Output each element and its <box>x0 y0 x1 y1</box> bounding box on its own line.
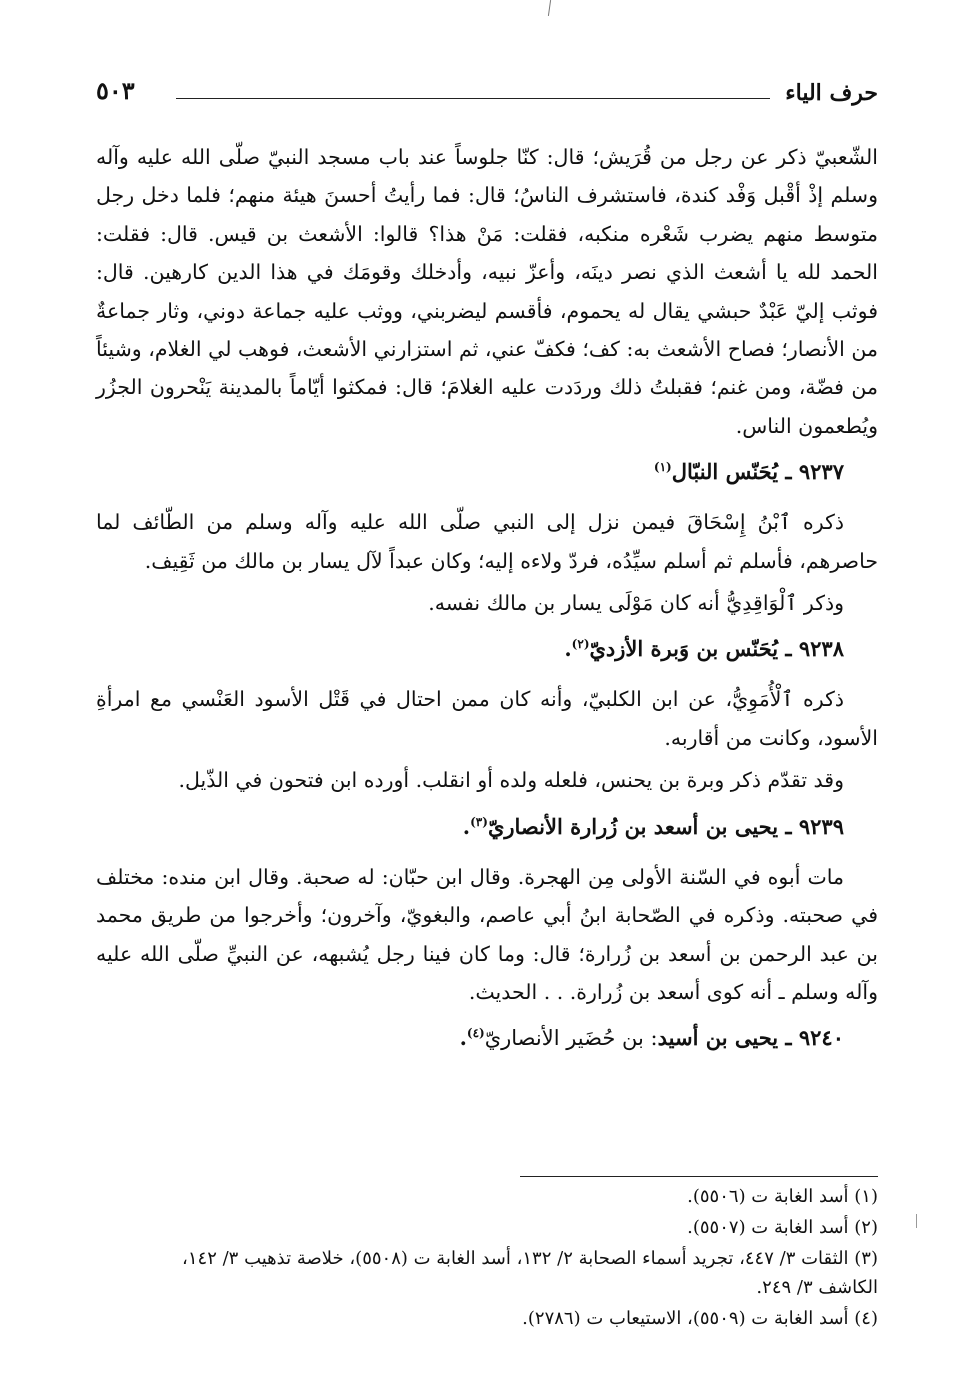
running-head <box>96 72 878 112</box>
entry-period: . <box>462 813 471 839</box>
entry-dash: ـ <box>778 459 792 485</box>
footnote-1: (١) أسد الغابة ت (٥٥٠٦). <box>687 1186 878 1207</box>
entry-number: ٩٢٣٩ <box>798 813 844 839</box>
book-page <box>96 72 878 1362</box>
paragraph-5: وقد تقدّم ذكر وبرة بن يحنس، فلعله ولده أو انقلب. أورده ابن فتحون في الذّيل. <box>178 768 844 793</box>
chapter-title: حرف الياء <box>785 80 878 106</box>
entry-name: يُحَنّس بن وَبرة الأزديّ <box>589 636 779 662</box>
entry-heading-9239 <box>96 808 844 846</box>
entry-name: يحيى بن أسيد <box>657 1025 779 1051</box>
scan-mark <box>548 0 551 16</box>
entry-dash: ـ <box>778 1025 792 1051</box>
footnote-rule <box>520 1176 878 1177</box>
entry-name: يُحَنّس النبّال <box>671 459 779 485</box>
footnotes <box>96 1182 878 1335</box>
entry-period: . <box>459 1025 467 1051</box>
header-rule <box>176 98 770 99</box>
paragraph-2: ذكره ٱبْنُ إِسْحَاقَ فيمن نزل إلى النبي صلّى الله عليه وآله وسلم من الطّائف لما حاصرهم، فأسلم ثم أسلم سيِّدُه، فردّ ولاءه إليه؛ وكان عبداً لآل يسار بن مالك من ثَقِيف. <box>96 510 878 573</box>
footnote-4: (٤) أسد الغابة ت (٥٥٠٩)، الاستيعاب ت (٢٧٨٦). <box>522 1308 878 1329</box>
paragraph-3: وذكر ٱلْوَاقِدِيُّ أنه كان مَوْلَى يسار بن مالك نفسه. <box>428 591 844 616</box>
paragraph-4: ذكره ٱلْأُمَوِيُّ، عن ابن الكلبيّ، وأنه كان ممن احتال في قَتْل الأسود العَنْسي مع امرأةِ الأسود، وكانت من أقاربه. <box>96 687 878 750</box>
entry-name: يحيى بن أسعد بن زُرارة الأنصاريّ <box>487 813 779 839</box>
paragraph-6: مات أبوه في السّنة الأولى مِن الهجرة. وقال ابن حبّان: له صحبة. وقال ابن منده: مختلف في صحبته. وذكره في الصّحابة ابنُ أبي عاصم، والبغويّ، وآخرون؛ وأخرجوا من طريق محمد بن عبد الرحمن بن أسعد بن زُرارة؛ قال: وما كان فينا رجل يُشبهه، عن النبيِّ صلّى الله عليه وآله وسلم ـ أنه كوى أسعد بن زُرارة. . . الحديث. <box>96 864 878 1004</box>
entry-heading-9238 <box>96 630 844 668</box>
footnote-ref[interactable]: (٤) <box>466 1026 485 1041</box>
entry-heading-9240 <box>96 1019 844 1057</box>
footnote-3 <box>96 1244 878 1302</box>
footnote-3-continuation: الكاشف ٣/ ٢٤٩. <box>756 1277 878 1298</box>
entry-number: ٩٢٣٨ <box>798 636 844 662</box>
entry-name-rest: : بن حُضَير الأنصاريّ <box>484 1026 658 1051</box>
footnote-ref[interactable]: (٢) <box>571 637 590 652</box>
entry-dash: ـ <box>778 636 792 662</box>
footnote-ref[interactable]: (٣) <box>470 814 488 829</box>
entry-period: . <box>564 636 572 662</box>
entry-heading-9237 <box>96 453 844 491</box>
body-text <box>96 138 878 1057</box>
entry-number: ٩٢٤٠ <box>798 1025 844 1051</box>
paragraph-1: الشّعبيّ ذكر عن رجل من قُرَيش؛ قال: كنّا جلوساً عند باب مسجد النبيّ صلّى الله عليه وآله وسلم إذْ أقْبل وَفْد كندة، فاستشرف الناسُ؛ قال: فما رأيتُ أحسنَ هيئة منهم؛ فلما دخل رجل متوسط منهم يضرب شَعْره منكبه، فقلت: مَنْ هذا؟ قالوا: الأشعث بن قيس. قال: فقلت: الحمد لله يا أشعث الذي نصر دينَه، وأعزّ نبيه، وأدخلك وقومَك في هذا الدين كارهين. قال: فوثب إليّ عَبْدٌ حبشي يقال له يحموم، فأقسم ليضربني، ووثب عليه جماعة دوني، وثار جماعةٌ من الأنصار؛ فصاح الأشعث به: كف؛ فكفّ عني، ثم استزارني الأشعث، فوهب لي الغلام، وشيئاً من فضّة، ومن غنم؛ فقبلتُ ذلك وردَدت عليه الغلامَ؛ قال: فمكثوا أيّاماً بالمدينة يَنْحرون الجزُر ويُطعمون الناس. <box>96 145 878 438</box>
entry-number: ٩٢٣٧ <box>798 459 844 485</box>
page-number: ٥٠٣ <box>96 76 135 105</box>
footnote-ref[interactable]: (١) <box>653 460 672 475</box>
entry-dash: ـ <box>778 813 792 839</box>
margin-mark <box>916 1214 917 1228</box>
footnote-2: (٢) أسد الغابة ت (٥٥٠٧). <box>687 1217 878 1238</box>
footnote-3-text: (٣) الثقات ٣/ ٤٤٧، تجريد أسماء الصحابة ٢/ ١٣٢، أسد الغابة ت (٥٥٠٨)، خلاصة تذهيب ٣/ ١٤٢، <box>182 1248 878 1269</box>
